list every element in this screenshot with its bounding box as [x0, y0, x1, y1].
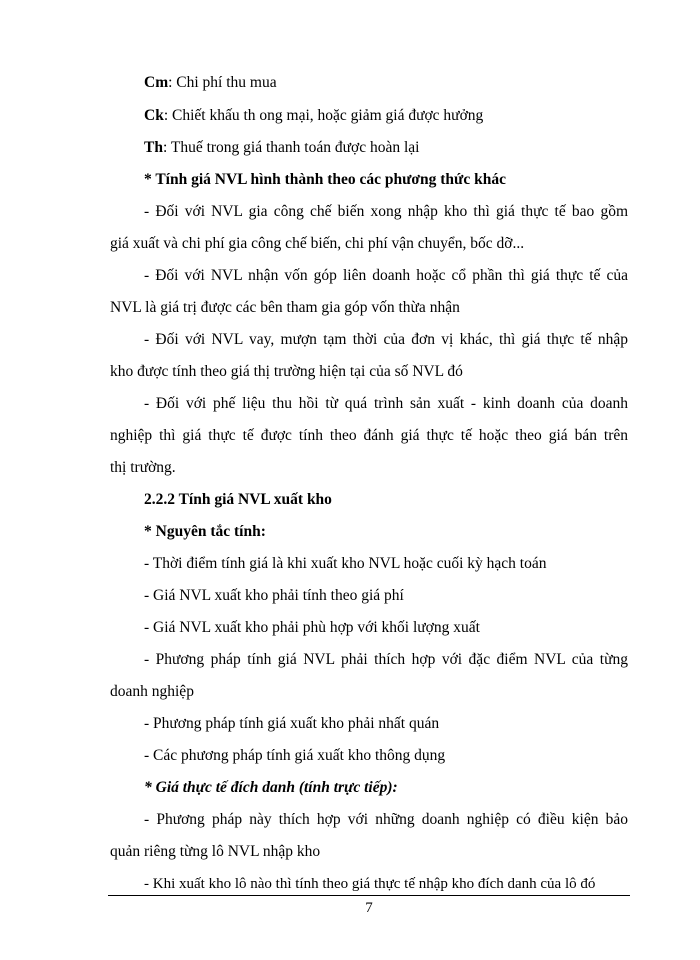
list-item-continued: doanh nghiệp	[110, 683, 194, 700]
list-item: - Các phương pháp tính giá xuất kho thông dụng	[144, 747, 446, 764]
paragraph-line: - Đối với NVL vay, mượn tạm thời của đơn vị khác, thì giá thực tế nhập	[144, 331, 628, 348]
paragraph-line: quản riêng từng lô NVL nhập kho	[110, 843, 321, 860]
paragraph-line: giá xuất và chi phí gia công chế biến, chi phí vận chuyển, bốc dỡ...	[110, 235, 525, 252]
section-heading: 2.2.2 Tính giá NVL xuất kho	[144, 491, 332, 508]
definition-text: : Chi phí thu mua	[168, 74, 277, 91]
paragraph-line: - Đối với NVL nhận vốn góp liên doanh hoặc cổ phần thì giá thực tế của	[144, 267, 628, 284]
definition-cm	[0, 73, 700, 93]
paragraph-line: - Khi xuất kho lô nào thì tính theo giá thực tế nhập kho đích danh của lô đó	[144, 876, 596, 892]
paragraph-line: kho được tính theo giá thị trường hiện tại của số NVL đó	[110, 363, 463, 380]
term-cm: Cm	[144, 74, 169, 91]
list-item: - Phương pháp tính giá xuất kho phải nhất quán	[144, 715, 440, 732]
footer-rule	[108, 895, 630, 896]
page-number: 7	[365, 900, 373, 916]
paragraph-line: thị trường.	[110, 459, 176, 476]
subheading-specific-identification: * Giá thực tế đích danh (tính trực tiếp):	[144, 779, 398, 796]
paragraph-line: - Đối với NVL gia công chế biến xong nhập kho thì giá thực tế bao gồm	[144, 203, 628, 220]
definition-text: : Chiết khấu th ong mại, hoặc giảm giá được hưởng	[163, 107, 484, 124]
paragraph-line: nghiệp thì giá thực tế được tính theo đánh giá thực tế hoặc theo giá bán trên	[110, 427, 628, 444]
list-item: - Giá NVL xuất kho phải tính theo giá phí	[144, 587, 404, 604]
definition-ck	[0, 106, 700, 126]
list-item: - Thời điểm tính giá là khi xuất kho NVL hoặc cuối kỳ hạch toán	[144, 555, 547, 572]
term-ck: Ck	[144, 107, 164, 124]
paragraph-line: - Đối với phế liệu thu hồi từ quá trình sản xuất - kinh doanh của doanh	[144, 395, 628, 412]
paragraph-line: NVL là giá trị được các bên tham gia góp vốn thừa nhận	[110, 299, 460, 316]
paragraph-line: - Phương pháp này thích hợp với những doanh nghiệp có điều kiện bảo	[144, 811, 628, 828]
subheading-principle: * Nguyên tắc tính:	[144, 523, 266, 540]
term-th: Th	[144, 139, 163, 156]
definition-text: : Thuế trong giá thanh toán được hoàn lại	[162, 139, 420, 156]
list-item: - Phương pháp tính giá NVL phải thích hợp với đặc điểm NVL của từng	[144, 651, 628, 668]
definition-th	[0, 138, 700, 158]
list-item: - Giá NVL xuất kho phải phù hợp với khối lượng xuất	[144, 619, 480, 636]
subheading-other-methods: * Tính giá NVL hình thành theo các phương thức khác	[144, 171, 506, 188]
